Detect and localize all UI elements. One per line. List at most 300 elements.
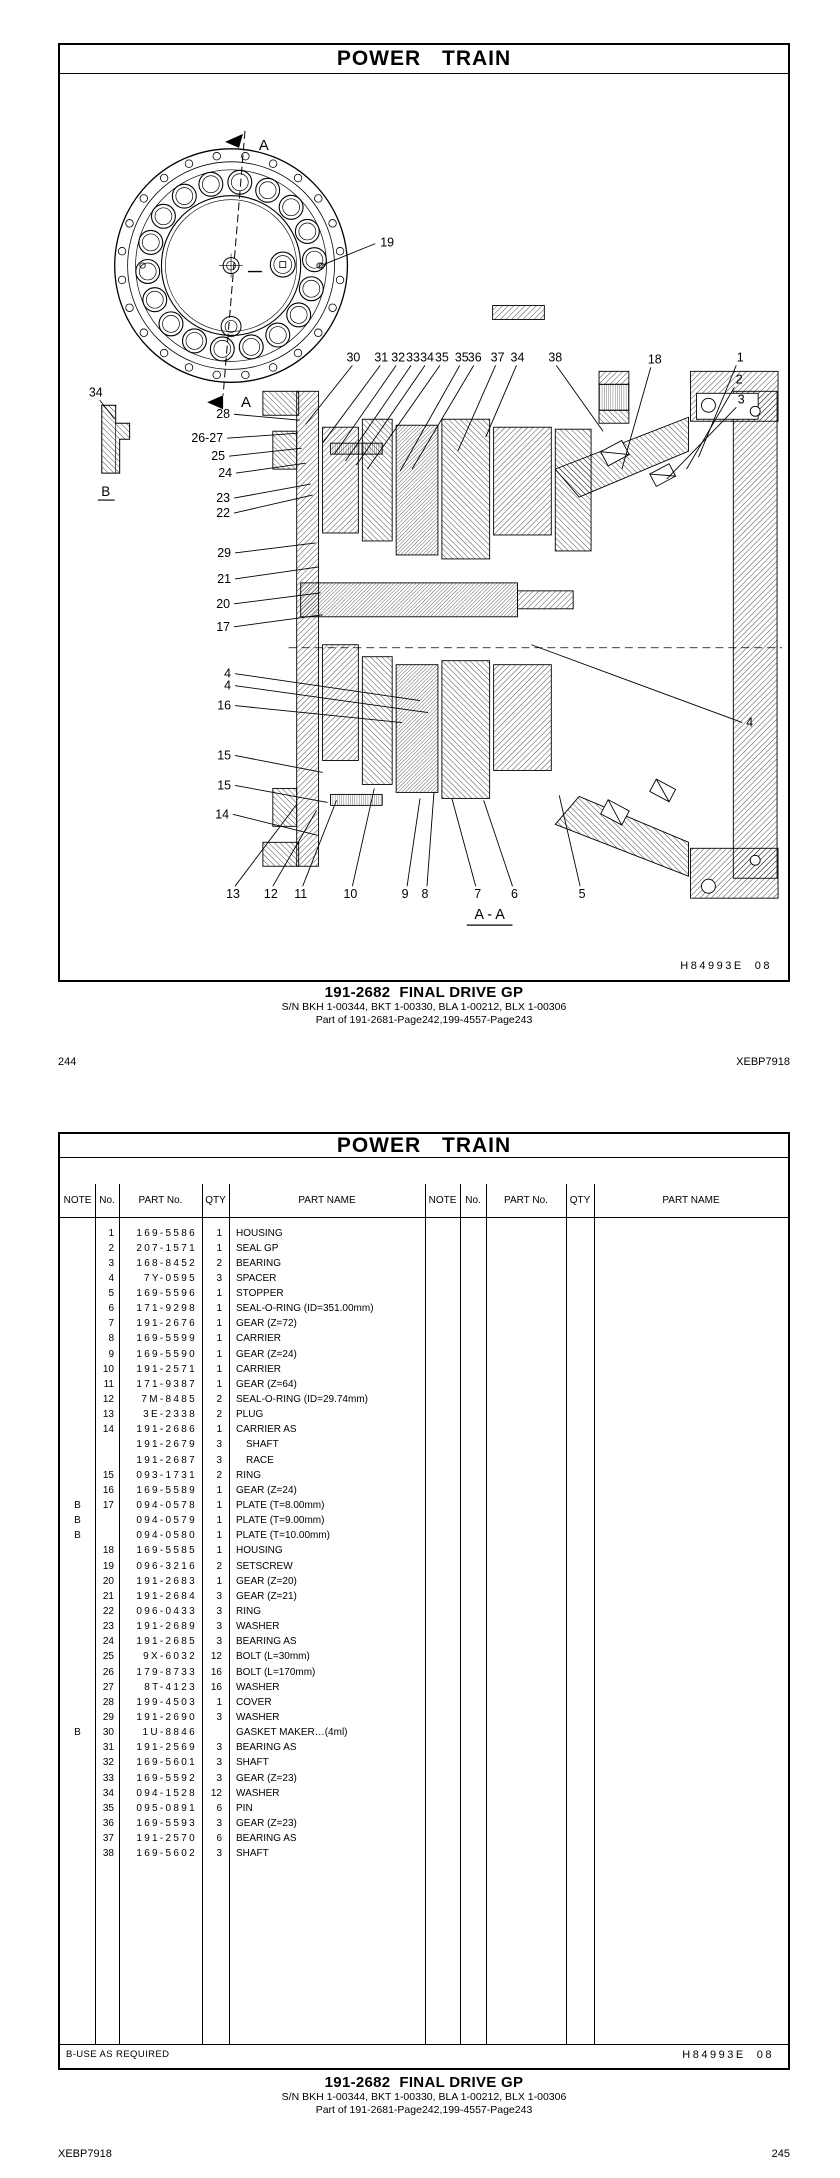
cell-item-number: 16 [102,1484,114,1496]
cell-qty: 1 [216,1575,222,1587]
callout-label-5: 5 [578,887,586,902]
cell-part-name: SHAFT [236,1757,269,1769]
cell-part-name: STOPPER [236,1288,284,1300]
table-row [60,1559,788,1574]
cell-item-number: 4 [108,1272,114,1284]
cell-part-number: 3E-2338 [143,1409,197,1421]
bolt-hole [336,276,344,284]
callout-label-33: 33 [406,350,420,365]
callout-label-35: 35 [434,350,449,365]
cell-item-number: 29 [102,1712,114,1723]
callout-label-29: 29 [217,545,232,560]
cell-part-name: GEAR (Z=23) [236,1772,297,1784]
cell-part-number: 169-5602 [136,1848,197,1860]
section-cut-line [223,131,245,395]
table-row [60,1256,788,1271]
cell-note [60,1831,95,1846]
callout-label-28: 28 [216,407,231,422]
col-header-note-2: NOTE [428,1194,457,1206]
table-row [60,1634,788,1649]
table-row [60,1680,788,1695]
cell-note [60,1407,95,1422]
cell-note: B [74,1500,81,1512]
cell-item-number: 6 [108,1303,114,1315]
parts-table [60,1158,788,2066]
table-row [60,1725,788,1740]
col-header-part: PART No. [138,1194,183,1206]
cell-part-number: 191-2683 [136,1575,197,1587]
roller-hole [202,176,219,193]
cell-item-number: 19 [102,1560,114,1572]
table-row [60,1377,788,1392]
table-row [60,1362,788,1377]
cell-note [60,1634,95,1649]
cell-item-number: 27 [102,1681,114,1693]
roller-hole [142,234,159,251]
callout-label-4: 4 [224,666,232,681]
cell-note: B [74,1727,81,1739]
table-row [60,1301,788,1316]
col-header-qty: QTY [205,1194,226,1206]
section-view-title: A - A [474,907,505,924]
cell-item-number: 12 [102,1394,114,1406]
roller-hole [186,332,203,349]
callout-label-17: 17 [216,619,231,634]
cell-part-number: 191-2571 [136,1363,197,1375]
cell-part-number: 191-2687 [136,1454,197,1466]
callout-leader-8 [427,792,434,886]
cell-part-name: RACE [246,1454,274,1466]
cell-part-number: 8T-4123 [144,1681,197,1693]
cell-qty: 1 [216,1484,222,1496]
table-row [60,1498,788,1513]
page2-doc-code: XEBP7918 [58,2148,112,2160]
cell-part-name: SETSCREW [236,1560,293,1572]
cell-note [60,1619,95,1634]
table-row [60,1831,788,1846]
table-row [60,1347,788,1362]
table-row [60,1755,788,1770]
cell-note [60,1316,95,1331]
cell-part-number: 169-5590 [136,1348,197,1360]
cell-item-number: 34 [102,1787,114,1799]
cell-note [60,1286,95,1301]
cell-note [60,1362,95,1377]
col-header-no: No. [99,1194,115,1206]
col-header-no-2: No. [465,1194,481,1206]
table-row [60,1695,788,1710]
callout-leader-34 [486,365,517,437]
page1-sheet [58,43,790,982]
page2-caption-title: 191-2682 FINAL DRIVE GP [324,2074,524,2091]
table-row [60,1740,788,1755]
table-row [60,1589,788,1604]
cell-qty: 3 [216,1606,222,1618]
page1-caption-title: 191-2682 FINAL DRIVE GP [324,984,524,1001]
table-row [60,1513,788,1528]
cell-part-number: 191-2685 [136,1636,197,1648]
cell-item-number [95,1453,119,1468]
callout-label-32: 32 [391,350,406,365]
cell-part-name: COVER [236,1696,272,1708]
table-body [60,1218,788,2044]
table-row [60,1543,788,1558]
cell-item-number: 3 [108,1257,114,1269]
bolt-hole [213,152,221,160]
cell-qty: 1 [216,1348,222,1360]
cell-qty: 1 [216,1515,222,1527]
callout-label-19: 19 [380,235,395,250]
table-row [60,1407,788,1422]
cell-item-number [95,1437,119,1452]
callout-leader-38 [556,365,603,431]
roller-hole [259,182,276,199]
cell-item-number: 11 [103,1378,114,1390]
cell-part-number: 1U-8846 [142,1727,197,1739]
cell-qty: 3 [216,1454,222,1466]
table-row [60,1619,788,1634]
callout-label-34: 34 [510,350,525,365]
callout-label-15: 15 [217,778,232,793]
cell-note [60,1695,95,1710]
callout-label-4: 4 [224,678,232,693]
cross-section-view [263,305,782,898]
bolt-hole [118,247,126,255]
cell-note [60,1589,95,1604]
col-header-name-2: PART NAME [662,1194,720,1206]
cell-qty: 2 [216,1469,222,1481]
cell-part-number: 179-8733 [136,1666,197,1678]
cell-part-name: BEARING AS [236,1636,297,1648]
cell-part-name: CARRIER [236,1363,282,1375]
bolt-hole [213,371,221,379]
cell-qty: 2 [216,1394,222,1406]
table-header-row [60,1184,788,1218]
cell-part-number: 169-5601 [136,1757,197,1769]
bolt-hole [160,349,168,357]
callout-label-26-27: 26-27 [191,431,224,446]
cell-part-name: BOLT (L=30mm) [236,1651,310,1663]
cell-part-name: GASKET MAKER…(4ml) [236,1727,348,1739]
cell-item-number: 15 [102,1469,114,1481]
cell-item-number: 9 [108,1348,114,1360]
cell-note: B [74,1530,81,1542]
roller-hole [139,263,156,280]
detail-view-b [102,405,130,473]
roller-hole [214,340,231,357]
cell-note [60,1559,95,1574]
cell-part-name: GEAR (Z=64) [236,1378,297,1390]
cell-part-name: BEARING AS [236,1742,297,1754]
callout-leader-6 [484,800,513,886]
cell-qty: 12 [210,1787,222,1799]
callout-label-31: 31 [374,350,389,365]
table-row [60,1437,788,1452]
cell-item-number: 2 [108,1242,114,1254]
cell-qty: 1 [216,1378,222,1390]
callout-label-15: 15 [217,748,232,763]
cell-note [60,1771,95,1786]
cell-qty: 2 [216,1409,222,1421]
page2-caption-serial: S/N BKH 1-00344, BKT 1-00330, BLA 1-00212, BLX 1-00306 [281,2091,567,2103]
cell-note [60,1786,95,1801]
cell-part-name: GEAR (Z=24) [236,1348,297,1360]
cell-note [60,1453,95,1468]
roller-hole [231,174,248,191]
page1-header-title: POWER TRAIN [60,45,788,74]
callout-label-35: 35 [454,350,469,365]
cell-part-number: 094-0578 [136,1500,197,1512]
cell-part-number: 095-0891 [136,1802,197,1814]
cell-note [60,1347,95,1362]
cell-note [60,1680,95,1695]
bolt-hole [242,371,250,379]
cell-item-number: 5 [108,1288,114,1300]
cell-item-number: 22 [102,1606,114,1618]
cell-part-number: 096-3216 [136,1560,197,1572]
callout-label-12: 12 [263,887,278,902]
cell-part-number: 169-5599 [136,1333,197,1345]
page2-sheet [58,1132,790,2070]
page2-plate-code: H84993E 08 [682,2049,774,2061]
callout-label-20: 20 [216,596,231,611]
cell-item-number: 35 [102,1802,114,1814]
callout-label-2: 2 [735,372,743,387]
cell-part-name: RING [236,1606,261,1618]
col-header-name: PART NAME [298,1194,356,1206]
cell-note [60,1755,95,1770]
roller-hole [290,306,307,323]
callout-label-1: 1 [736,350,744,365]
cell-part-number: 169-5596 [136,1288,197,1300]
cell-part-name: GEAR (Z=21) [236,1590,297,1602]
table-row [60,1528,788,1543]
callout-label-30: 30 [346,350,361,365]
roller-hole [269,327,286,344]
cell-note [60,1392,95,1407]
cell-item-number: 37 [102,1833,114,1845]
cell-item-number: 17 [102,1500,114,1512]
cell-part-number: 191-2679 [136,1439,197,1451]
bolt-hole [329,220,337,228]
cell-qty: 3 [216,1590,222,1602]
callout-label-10: 10 [343,887,358,902]
table-row [60,1846,788,1861]
table-row [60,1801,788,1816]
callout-label-38: 38 [548,350,563,365]
page2-caption [58,2074,790,2117]
roller-hole [303,280,320,297]
cell-part-name: WASHER [236,1712,280,1723]
cell-part-name: PLUG [236,1409,264,1421]
cell-note [60,1574,95,1589]
cell-item-number: 7 [108,1318,114,1330]
cell-note [60,1649,95,1664]
cell-qty: 1 [216,1333,222,1345]
callout-layer [89,236,753,902]
cell-qty: 1 [216,1530,222,1542]
final-drive-diagram [60,74,788,978]
cell-item-number: 8 [108,1333,114,1345]
cell-note [60,1437,95,1452]
cell-qty: 1 [216,1227,222,1239]
cell-part-number: 7Y-0595 [144,1272,197,1284]
cell-part-name: BOLT (L=170mm) [236,1666,316,1678]
cell-item-number: 18 [102,1545,114,1557]
roller-hole [243,338,260,355]
cell-qty: 3 [216,1848,222,1860]
table-row [60,1604,788,1619]
cell-item-number: 33 [102,1772,114,1784]
table-row [60,1816,788,1831]
cell-part-number: 191-2686 [136,1424,197,1436]
cell-note [60,1801,95,1816]
cell-qty: 1 [216,1303,222,1315]
callout-leader-7 [452,798,476,886]
bolt-hole [294,349,302,357]
cell-item-number: 32 [102,1757,114,1769]
callout-leader-4 [531,645,742,723]
callout-label-37: 37 [490,350,505,365]
cell-part-number: 199-4503 [136,1696,197,1708]
cell-qty: 16 [210,1681,222,1693]
callout-label-22: 22 [216,506,231,521]
callout-label-24: 24 [218,466,233,481]
callout-label-9: 9 [401,887,409,902]
page2-header-title: POWER TRAIN [60,1134,788,1158]
roller-hole [306,251,323,268]
bolt-hole [140,329,148,337]
cell-qty: 3 [216,1712,222,1723]
roller-hole [155,208,172,225]
bolt-hole [126,304,134,312]
cell-qty: 3 [216,1439,222,1451]
cell-part-number: 191-2569 [136,1742,197,1754]
table-row [60,1786,788,1801]
bolt-hole [329,304,337,312]
cell-part-number: 096-0433 [136,1606,197,1618]
cell-part-number: 9X-6032 [143,1651,197,1663]
cell-qty: 1 [216,1242,222,1254]
cell-part-name: SPACER [236,1272,277,1284]
table-row [60,1226,788,1241]
bolt-hole [118,276,126,284]
cell-note [60,1256,95,1271]
cell-part-name: BEARING [236,1257,282,1269]
cell-qty [202,1725,229,1740]
cell-qty: 6 [216,1833,222,1845]
col-header-note: NOTE [63,1194,92,1206]
table-row [60,1665,788,1680]
cell-part-name: HOUSING [236,1545,283,1557]
cell-item-number [95,1528,119,1543]
roller-hole [283,199,300,216]
roller-hole [163,315,180,332]
cell-qty: 2 [216,1257,222,1269]
table-row [60,1453,788,1468]
cell-part-name: PLATE (T=8.00mm) [236,1500,325,1512]
section-letter-bottom: A [241,394,251,412]
cell-part-number: 191-2684 [136,1590,197,1602]
callout-label-34: 34 [420,350,434,365]
cell-qty: 3 [216,1772,222,1784]
cell-qty: 12 [210,1651,222,1663]
callout-label-6: 6 [511,887,518,902]
cell-item-number: 10 [102,1363,114,1375]
cell-note [60,1604,95,1619]
cell-part-name: RING [236,1469,261,1481]
cell-part-name: SEAL-O-RING (ID=351.00mm) [236,1303,374,1315]
cell-part-number: 7M-8485 [141,1394,197,1406]
callout-label-16: 16 [217,698,232,713]
page1-caption [58,984,790,1027]
cell-part-number: 207-1571 [136,1242,197,1254]
cell-note [60,1665,95,1680]
callout-label-36: 36 [467,350,482,365]
cell-part-number: 191-2689 [136,1621,197,1633]
cell-part-name: GEAR (Z=72) [236,1318,297,1330]
cell-part-number: 171-9298 [136,1303,197,1315]
callout-leader-9 [407,798,420,886]
cell-part-name: SHAFT [246,1439,279,1451]
cell-qty: 1 [216,1363,222,1375]
bolt-hole [294,174,302,182]
bolt-hole [269,160,277,168]
cell-note: B [74,1515,81,1527]
callout-label-21: 21 [217,571,232,586]
cell-part-number: 171-9387 [136,1378,197,1390]
table-row [60,1286,788,1301]
cell-qty: 3 [216,1621,222,1633]
cell-qty: 1 [216,1500,222,1512]
cell-qty: 16 [210,1666,222,1678]
cell-part-number: 191-2570 [136,1833,197,1845]
cell-item-number: 28 [102,1696,114,1708]
table-row [60,1392,788,1407]
detail-letter-b: B [101,484,111,500]
page1-footer [58,1056,790,1068]
cell-item-number: 25 [102,1651,114,1663]
table-row [60,1649,788,1664]
table-row [60,1422,788,1437]
page2-page-number: 245 [771,2148,790,2160]
cell-part-name: WASHER [236,1787,280,1799]
callout-label-3: 3 [737,392,745,407]
cell-note [60,1543,95,1558]
page1-doc-code: XEBP7918 [736,1056,790,1068]
cell-part-number: 169-5592 [136,1772,197,1784]
cell-part-name: SEAL GP [236,1242,279,1254]
cell-part-name: HOUSING [236,1227,283,1239]
bolt-hole [126,220,134,228]
cell-item-number: 36 [102,1817,114,1829]
bolt-hole [269,364,277,372]
footnote-text: B-USE AS REQUIRED [66,2048,170,2060]
cell-part-number: 093-1731 [136,1469,197,1481]
page1-caption-serial: S/N BKH 1-00344, BKT 1-00330, BLA 1-00212, BLX 1-00306 [281,1001,567,1013]
table-row [60,1771,788,1786]
cell-qty: 1 [216,1318,222,1330]
cell-part-number: 169-5585 [136,1545,197,1557]
bolt-hole [336,247,344,255]
cell-qty: 3 [216,1817,222,1829]
flange-front-view [115,131,348,412]
cell-item-number: 1 [108,1227,114,1239]
cell-part-number: 094-1528 [136,1787,197,1799]
callout-label-4: 4 [746,715,754,730]
cell-note [60,1740,95,1755]
cell-part-name: PLATE (T=9.00mm) [236,1515,325,1527]
